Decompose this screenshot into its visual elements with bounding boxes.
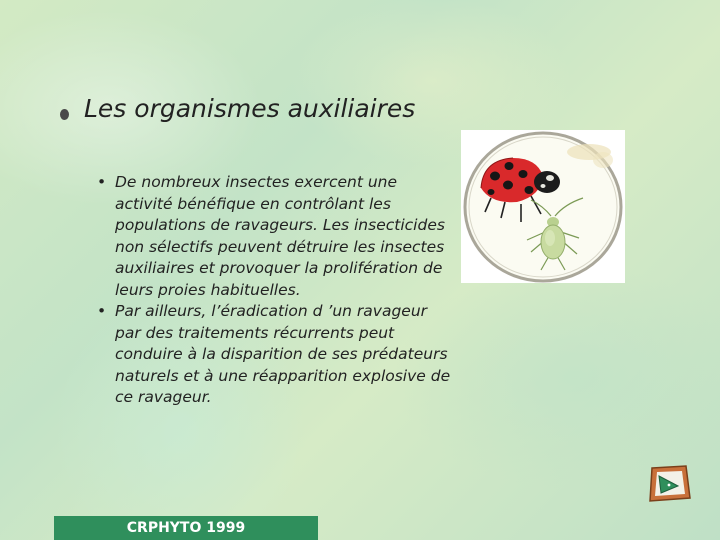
bullet-list xyxy=(96,172,454,409)
ladybug-image xyxy=(461,130,625,283)
ladybug-aphid-icon xyxy=(461,130,625,283)
bullet-text: De nombreux insectes exercent une activité bénéfique en contrôlant les populations de ravageurs. Les insecticides non sélectifs peuvent détruire les insectes auxiliaires et provoquer la prolifération de leurs proies habituelles. xyxy=(115,173,445,299)
bullet-dot-icon: • xyxy=(97,302,107,320)
next-slide-button[interactable] xyxy=(646,464,694,504)
next-arrow-icon xyxy=(646,464,694,504)
bullet-dot-icon: • xyxy=(97,173,107,191)
bullet-text: Par ailleurs, l’éradication d ’un ravageur par des traitements récurrents peut conduire à la disparition de ses prédateurs naturels et à une réapparition explosive de ce ravageur. xyxy=(115,302,451,406)
bullet-item xyxy=(96,301,454,409)
title-bullet-icon xyxy=(60,109,69,120)
bullet-item xyxy=(96,172,454,301)
slide-title: Les organismes auxiliaires xyxy=(84,94,416,123)
footer-banner: CRPHYTO 1999 xyxy=(54,516,318,540)
